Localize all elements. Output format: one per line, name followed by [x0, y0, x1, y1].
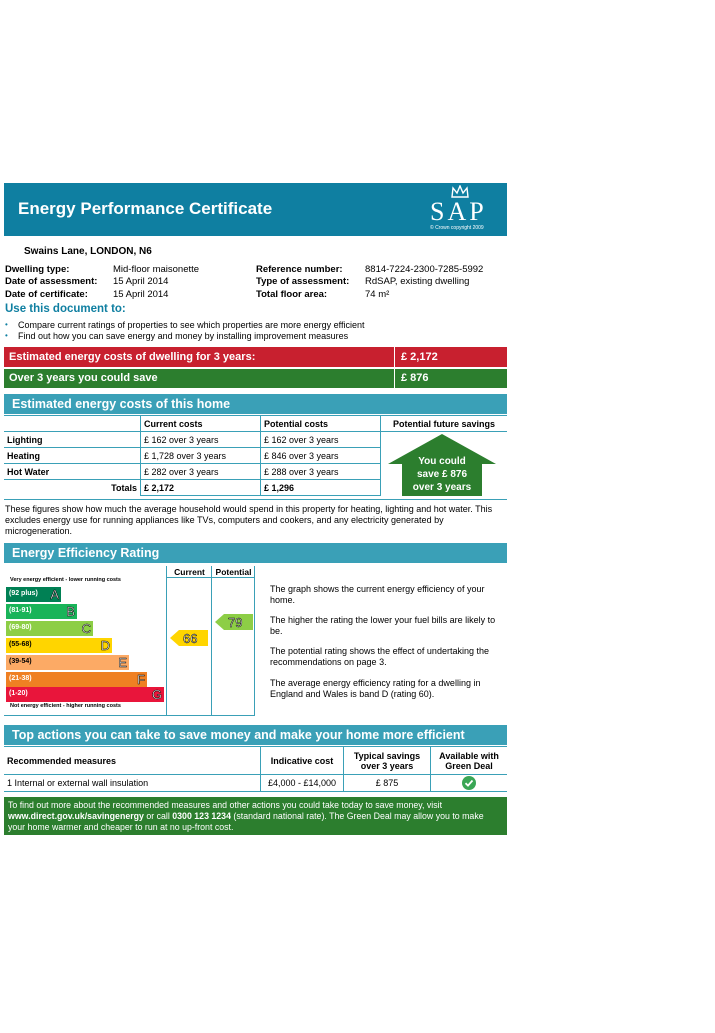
col-header-potential: Potential costs: [261, 416, 381, 432]
detail-value: 15 April 2014: [113, 289, 169, 300]
col-potential-label: Potential: [215, 567, 252, 577]
detail-label: Dwelling type:: [5, 264, 70, 275]
band-range: (92 plus): [9, 590, 38, 597]
measure-saving: £ 875: [344, 775, 431, 792]
savings-cell: [381, 432, 508, 496]
band-range: (55-68): [9, 641, 32, 648]
band-letter: G: [151, 687, 162, 702]
summary-bar-costs: [4, 347, 507, 367]
col-header-saving: Typical savings over 3 years: [344, 747, 431, 775]
use-doc-title: Use this document to:: [5, 303, 126, 315]
actions-table: [4, 746, 507, 792]
top-note: Very energy efficient - lower running costs: [10, 577, 121, 583]
table-row: [4, 775, 507, 792]
rating-note: The potential rating shows the effect of undertaking the recommendations on page 3.: [270, 646, 489, 667]
cost-row-label: Hot Water: [4, 464, 141, 480]
sap-logo-text: SAP: [430, 197, 487, 226]
band-letter: E: [118, 655, 127, 670]
cost-potential: £ 846 over 3 years: [261, 448, 381, 464]
use-doc-bullet: Compare current ratings of properties to see which properties are more energy efficient: [18, 320, 365, 330]
detail-label: Total floor area:: [256, 289, 328, 300]
savings-text: over 3 years: [412, 482, 472, 493]
band-e: [6, 655, 129, 670]
footer-phone: 0300 123 1234: [172, 811, 231, 821]
cost-row-label: Heating: [4, 448, 141, 464]
detail-value: RdSAP, existing dwelling: [365, 276, 470, 287]
actions-section-title: Top actions you can take to save money and make your home more efficient: [4, 725, 507, 745]
table-row: [4, 432, 507, 448]
bullet-icon: •: [5, 331, 8, 340]
cost-current: £ 282 over 3 years: [141, 464, 261, 480]
potential-rating-arrow: [215, 614, 253, 630]
current-rating-arrow: [170, 630, 208, 646]
band-range: (81-91): [9, 607, 32, 614]
band-d: [6, 638, 112, 653]
use-doc-bullet: Find out how you can save energy and money by installing improvement measures: [18, 331, 349, 341]
band-letter: F: [137, 672, 145, 687]
col-header-green-deal: Available with Green Deal: [431, 747, 508, 775]
bullet-icon: •: [5, 320, 8, 329]
band-g: [6, 687, 164, 702]
cost-potential: £ 288 over 3 years: [261, 464, 381, 480]
address: Swains Lane, LONDON, N6: [24, 246, 152, 257]
band-range: (1-20): [9, 690, 28, 697]
cost-potential: £ 162 over 3 years: [261, 432, 381, 448]
col-header-current: Current costs: [141, 416, 261, 432]
measure-name: 1 Internal or external wall insulation: [4, 775, 261, 792]
detail-label: Type of assessment:: [256, 276, 350, 287]
detail-value: 74 m²: [365, 289, 390, 300]
footer-link[interactable]: www.direct.gov.uk/savingenergy: [8, 811, 144, 821]
col-current-label: Current: [174, 567, 205, 577]
copyright-text: © Crown copyright 2009: [430, 225, 484, 231]
costs-section-title: Estimated energy costs of this home: [4, 394, 507, 414]
detail-label: Date of assessment:: [5, 276, 98, 287]
col-header-measures: Recommended measures: [4, 747, 261, 775]
detail-value: 8814-7224-2300-7285-5992: [365, 264, 484, 275]
savings-text: save £ 876: [416, 469, 468, 480]
check-icon: [462, 776, 476, 790]
totals-label: Totals: [4, 480, 141, 496]
costs-table: [4, 415, 507, 496]
band-b: [6, 604, 77, 619]
band-a: [6, 587, 61, 602]
summary-label: Estimated energy costs of dwelling for 3 years:: [9, 351, 256, 363]
band-letter: C: [81, 621, 91, 636]
band-letter: D: [100, 638, 110, 653]
measure-cost: £4,000 - £14,000: [261, 775, 344, 792]
costs-footnote: These figures show how much the average household would spend in this property for heating, lighting and hot water. This excludes energy use for running appliances like TVs, computers and cookers, and any electricity generated by microgeneration.: [5, 504, 493, 536]
header-banner: [4, 183, 507, 236]
col-header-cost: Indicative cost: [261, 747, 344, 775]
rating-note: The higher the rating the lower your fuel bills are likely to be.: [270, 615, 496, 636]
footer-text: To find out more about the recommended measures and other actions you could take today to save money, visit: [8, 800, 443, 810]
detail-value: Mid-floor maisonette: [113, 264, 200, 275]
sap-logo: [426, 185, 502, 233]
band-range: (69-80): [9, 624, 32, 631]
potential-rating-value: 79: [228, 615, 243, 630]
green-deal-cell: [431, 775, 508, 792]
band-f: [6, 672, 147, 687]
detail-value: 15 April 2014: [113, 276, 169, 287]
current-rating-value: 66: [183, 631, 198, 646]
band-range: (21-38): [9, 675, 32, 682]
cost-current: £ 1,728 over 3 years: [141, 448, 261, 464]
summary-label: Over 3 years you could save: [9, 372, 158, 384]
savings-text: You could: [418, 456, 466, 467]
cost-current: £ 162 over 3 years: [141, 432, 261, 448]
totals-current: £ 2,172: [141, 480, 261, 496]
band-c: [6, 621, 93, 636]
page-title: Energy Performance Certificate: [18, 199, 273, 218]
footer-box: [4, 797, 507, 835]
detail-label: Reference number:: [256, 264, 343, 275]
band-letter: A: [50, 587, 59, 602]
bottom-note: Not energy efficient - higher running costs: [10, 703, 121, 709]
cost-row-label: Lighting: [4, 432, 141, 448]
summary-value: £ 2,172: [401, 351, 438, 363]
band-letter: B: [66, 604, 75, 619]
totals-potential: £ 1,296: [261, 480, 381, 496]
rating-note: The graph shows the current energy efficiency of your home.: [270, 584, 485, 605]
summary-bar-savings: [4, 369, 507, 388]
rating-chart: [4, 566, 255, 716]
footer-text: or call: [143, 811, 173, 821]
summary-value: £ 876: [401, 372, 429, 384]
rating-section-title: Energy Efficiency Rating: [4, 543, 507, 563]
footer-text: (standard national rate). The Green Deal may allow you to make your home warmer and cheaper to run at no up-front cost.: [8, 811, 484, 832]
detail-label: Date of certificate:: [5, 289, 88, 300]
col-header-savings: Potential future savings: [381, 416, 508, 432]
rating-note: The average energy efficiency rating for a dwelling in England and Wales is band D (rating 60).: [270, 678, 481, 699]
band-range: (39-54): [9, 658, 32, 665]
